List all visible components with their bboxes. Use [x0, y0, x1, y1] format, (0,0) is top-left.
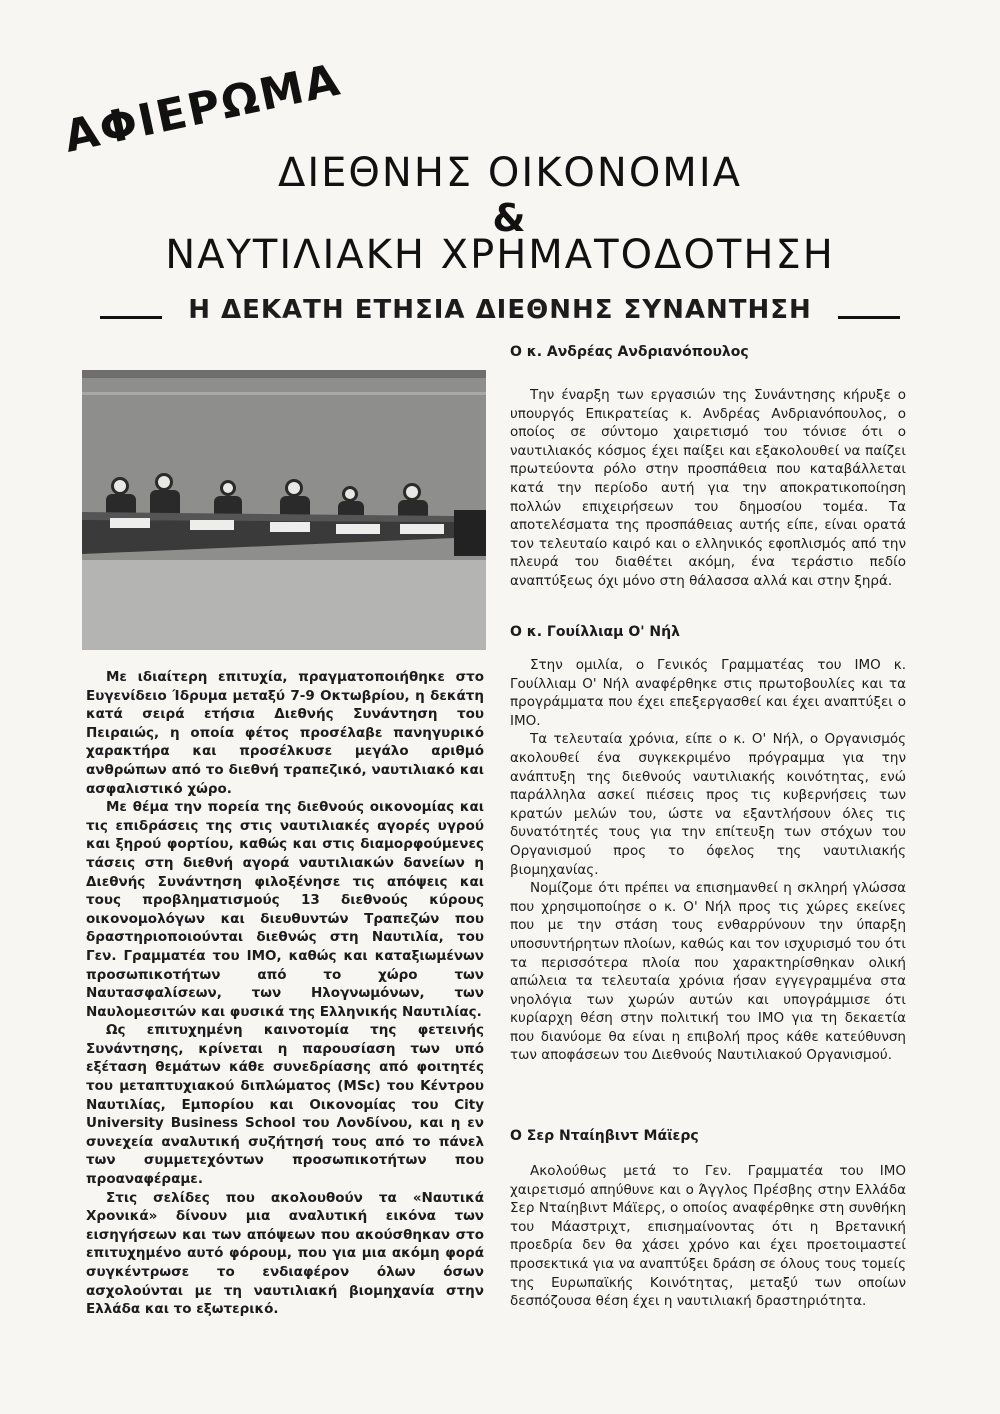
intro-paragraph-3: Ως επιτυχημένη καινοτομία της φετεινής Συνάντησης, κρίνεται η παρουσίαση των υπό εξέταση θεμάτων κάθε συνεδρίασης από φοιτητές του μεταπτυχιακού διπλώματος (MSc) του Κέντρου Ναυτιλίας, Εμπορίου και Οικονομίας του City University Business School του Λονδίνου, και η εν συνεχεία αναλυτική συζήτησή τους από το πάνελ των συμμετεχόντων προσωπικοτήτων που προαναφέραμε. [86, 1022, 484, 1188]
subtitle-rule-right [838, 316, 900, 319]
section-heading-andrianopoulos: Ο κ. Ανδρέας Ανδριανόπουλος [510, 344, 749, 360]
subtitle-row [100, 290, 900, 330]
section-body-myers [510, 1162, 906, 1311]
intro-paragraph-4: Στις σελίδες που ακολουθούν τα «Ναυτικά Χρονικά» δίνουν μια αναλυτική εικόνα των εισηγήσεων και των απόψεων που ακούσθηκαν στο επιτυχημένο αυτό φόρουμ, που για μια ακόμη φορά συγκέντρωσε το ενδιαφέρον όλων όσων ασχολούνται με τη ναυτιλιακή βιομηχανία στην Ελλάδα και το εξωτερικό. [86, 1189, 484, 1318]
headline-line-1: ΔΙΕΘΝΗΣ ΟΙΚΟΝΟΜΙΑ [278, 150, 742, 196]
headline-line-2: ΝΑΥΤΙΛΙΑΚΗ ΧΡΗΜΑΤΟΔΟΤΗΣΗ [165, 232, 835, 278]
intro-column [86, 668, 484, 1319]
conference-photo [82, 370, 486, 650]
section-paragraph: Τα τελευταία χρόνια, είπε ο κ. Ο' Νήλ, ο Οργανισμός ακολουθεί ένα συγκεκριμένο πρόγραμμα για την ανάπτυξη της διεθνούς ναυτιλιακής κοινότητας, ενώ παράλληλα ασκεί πιέσεις προς τις κυβερνήσεις των κρατών μελών του, ώστε να εξαντλήσουν όλες τις δυνατότητές τους για την επίτευξη των στόχων του Οργανισμού προς το όφελος της ναυτιλιακής βιομηχανίας. [510, 731, 906, 878]
section-heading-myers: Ο Σερ Νταίηβιντ Μάϊερς [510, 1128, 699, 1144]
section-paragraph: Στην ομιλία, ο Γενικός Γραμματέας του ΙΜΟ κ. Γουίλλιαμ Ο' Νήλ αναφέρθηκε στις πρωτοβουλίες και τα προγράμματα που έχει επεξεργασθεί και έχει αναπτύξει ο ΙΜΟ. [510, 657, 906, 729]
section-body-andrianopoulos [510, 386, 906, 591]
section-body-oneil [510, 656, 906, 1065]
section-paragraph: Την έναρξη των εργασιών της Συνάντησης κήρυξε ο υπουργός Επικρατείας κ. Ανδρέας Ανδριανόπουλος, ο οποίος σε σύντομο χαιρετισμό του τόνισε ότι ο ναυτιλιακός κόσμος έχει παίξει και εξακολουθεί να παίζει πρωτεύοντα ρόλο στην προσπάθεια που καταβάλλεται κατά την περίοδο αυτή για την αποκρατικοποίηση πολλών επιχειρήσεων του δημοσίου τομέα. Τα αποτελέσματα της προσπάθειας αυτής είπε, είναι ορατά τον τελευταίο καιρό και ο ελληνικός εφοπλισμός από την πλευρά του διαθέτει ακόμη, ένα τεράστιο πεδίο αναπτύξεως όχι μόνο στη θάλασσα αλλά και στην ξηρά. [510, 387, 906, 589]
section-heading-oneil: Ο κ. Γουίλλιαμ Ο' Νήλ [510, 624, 680, 640]
section-paragraph: Ακολούθως μετά το Γεν. Γραμματέα του ΙΜΟ χαιρετισμό απηύθυνε και ο Άγγλος Πρέσβης στην Ελλάδα Σερ Νταίηβιντ Μάϊερς, ο οποίος αναφέρθηκε στη συνθήκη του Μάαστριχτ, επισημαίνοντας ότι η Βρετανική προεδρία δεν θα χάσει χρόνο και έχει προετοιμαστεί προσεκτικά για να αναπτύξει δράση σε όλους τους τομείς της Ευρωπαϊκής Κοινότητας, μεταξύ των οποίων δεσπόζουσα θέση έχει η ναυτιλιακή δραστηριότητα. [510, 1163, 906, 1310]
kicker-text: ΑΦΙΕΡΩΜΑ [59, 54, 346, 163]
intro-paragraph-2: Με θέμα την πορεία της διεθνούς οικονομίας και τις επιδράσεις της στις ναυτιλιακές αγορές υγρού και ξηρού φορτίου, καθώς και στις διαμορφούμενες τάσεις στη διεθνή αγορά ναυτιλιακών δανείων η Διεθνής Συνάντηση φιλοξένησε τις απόψεις και τους προβληματισμούς 13 διεθνούς κύρους οικονομολόγων και διευθυντών Τραπεζών που δραστηριοποιούνται διεθνώς στη Ναυτιλία, του Γεν. Γραμματέα του ΙΜΟ, καθώς και καταξιωμένων προσωπικοτήτων από το χώρο των Ναυτασφαλίσεων, των Ηλογνωμόνων, των Ναυλομεσιτών και φυσικά της Ελληνικής Ναυτιλίας. [86, 799, 484, 1020]
section-kicker [59, 54, 346, 163]
intro-paragraph-1: Με ιδιαίτερη επιτυχία, πραγματοποιήθηκε στο Ευγενίδειο Ίδρυμα μεταξύ 7-9 Οκτωβρίου, η δεκάτη κατά σειρά ετήσια Διεθνής Συνάντηση του Πειραιώς, η οποία φέτος προσέλαβε πανηγυρικό χαρακτήρα και προσέλκυσε μεγάλο αριθμό ανθρώπων από το διεθνή τραπεζικό, ναυτιλιακό και ασφαλιστικό χώρο. [86, 669, 484, 797]
headline-ampersand: & [492, 196, 528, 240]
subtitle: Η ΔΕΚΑΤΗ ΕΤΗΣΙΑ ΔΙΕΘΝΗΣ ΣΥΝΑΝΤΗΣΗ [188, 295, 812, 325]
subtitle-rule-left [100, 316, 162, 319]
section-paragraph: Νομίζομε ότι πρέπει να επισημανθεί η σκληρή γλώσσα που χρησιμοποίησε ο κ. Ο' Νήλ προς τις χώρες εκείνες που με την στάση τους ενθαρρύνουν την ύπαρξη υποσυντήρητων πλοίων, καθώς και τον ισχυρισμό του ότι τα περισσότερα πλοία που χαρακτηρίσθηκαν ολική απώλεια τα τελευταία χρόνια ήσαν εγγεγραμμένα στα νηολόγια των χωρών αυτών και υπογράμμισε ότι κυρίαρχη θέση στην πολιτική του ΙΜΟ για τη δεκαετία που διανύομε θα είναι η επιβολή προς κάθε κατεύθυνση των αποφάσεων του Διεθνούς Ναυτιλιακού Οργανισμού. [510, 880, 906, 1064]
